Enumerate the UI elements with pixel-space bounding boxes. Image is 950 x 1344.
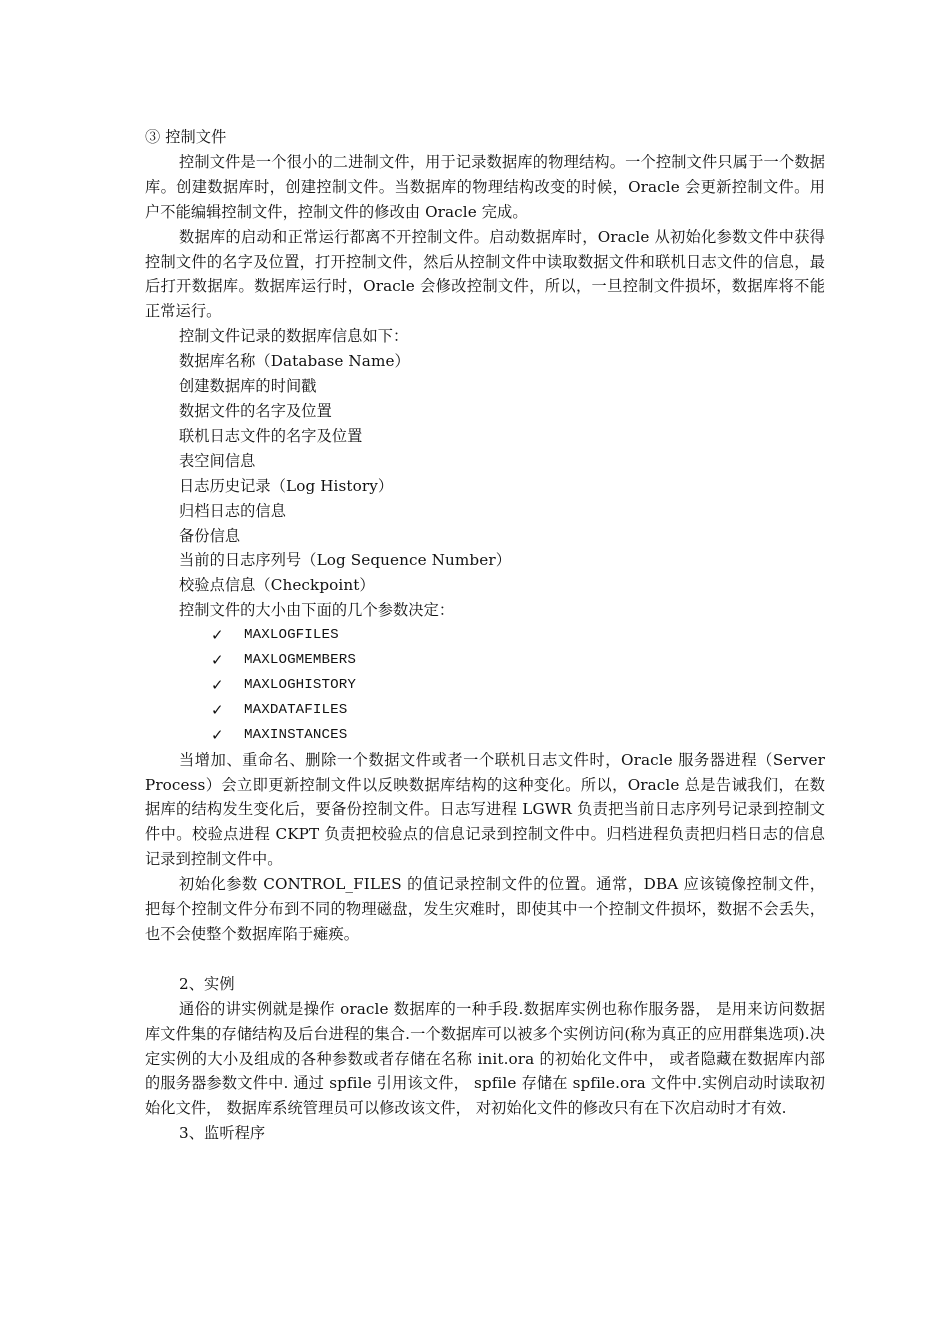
parameter-checklist — [145, 623, 825, 748]
info-item: 数据库名称（Database Name） — [179, 352, 410, 371]
document-body — [145, 125, 825, 1146]
checkmark-icon: ✓ — [211, 725, 224, 744]
parameter-name: MAXINSTANCES — [244, 726, 348, 743]
info-intro: 控制文件记录的数据库信息如下： — [179, 327, 409, 346]
info-item: 日志历史记录（Log History） — [179, 476, 394, 495]
control-file-heading: ③ 控制文件 — [145, 128, 227, 146]
params-intro: 控制文件的大小由下面的几个参数决定： — [179, 601, 455, 620]
info-item: 创建数据库的时间戳 — [179, 377, 317, 396]
info-item: 联机日志文件的名字及位置 — [179, 426, 363, 445]
checkmark-icon: ✓ — [211, 700, 224, 719]
info-item: 表空间信息 — [179, 451, 256, 470]
info-item: 数据文件的名字及位置 — [179, 401, 332, 420]
info-item: 备份信息 — [179, 526, 241, 545]
checkmark-icon: ✓ — [211, 626, 224, 645]
control-file-paragraph-1: 控制文件是一个很小的二进制文件，用于记录数据库的物理结构。一个控制文件只属于一个数据库。创建数据库时，创建控制文件。当数据库的物理结构改变的时候，Oracle 会更新控制文件。用户不能编辑控制文件，控制文件的修改由 Oracle 完成。 — [145, 152, 825, 221]
parameter-name: MAXLOGMEMBERS — [244, 652, 356, 669]
control-file-paragraph-2: 数据库的启动和正常运行都离不开控制文件。启动数据库时，Oracle 从初始化参数文件中获得控制文件的名字及位置，打开控制文件，然后从控制文件中读取数据文件和联机日志文件的信息，最后打开数据库。数据库运行时，Oracle 会修改控制文件，所以，一旦控制文件损坏，数据库将不能正常运行。 — [145, 227, 825, 321]
control-file-paragraph-3: 当增加、重命名、删除一个数据文件或者一个联机日志文件时，Oracle 服务器进程（Server Process）会立即更新控制文件以反映数据库结构的这种变化。所以，Oracle 总是告诫我们，在数据库的结构发生变化后，要备份控制文件。日志写进程 LGWR 负责把当前日志序列号记录到控制文件中。校验点进程 CKPT 负责把校验点的信息记录到控制文件中。归档进程负责把归档日志的信息记录到控制文件中。 — [145, 750, 825, 869]
instance-heading: 2、实例 — [179, 974, 235, 993]
parameter-item — [145, 698, 825, 723]
parameter-item — [145, 648, 825, 673]
section-spacer — [145, 947, 825, 972]
control-file-paragraph-4: 初始化参数 CONTROL_FILES 的值记录控制文件的位置。通常，DBA 应该镜像控制文件，把每个控制文件分布到不同的物理磁盘，发生灾难时，即使其中一个控制文件损坏，数据不会丢失，也不会使整个数据库陷于瘫痪。 — [145, 875, 825, 943]
info-item: 当前的日志序列号（Log Sequence Number） — [179, 551, 511, 570]
parameter-name: MAXDATAFILES — [244, 701, 348, 718]
parameter-item — [145, 623, 825, 648]
parameter-name: MAXLOGFILES — [244, 627, 339, 644]
info-item: 归档日志的信息 — [179, 501, 287, 520]
parameter-item — [145, 673, 825, 698]
info-item: 校验点信息（Checkpoint） — [179, 576, 375, 595]
parameter-name: MAXLOGHISTORY — [244, 676, 356, 693]
parameter-item — [145, 723, 825, 748]
instance-paragraph: 通俗的讲实例就是操作 oracle 数据库的一种手段.数据库实例也称作服务器， 是用来访问数据库文件集的存储结构及后台进程的集合.一个数据库可以被多个实例访问(称为真正的应用群集选项).决定实例的大小及组成的各种参数或者存储在名称 init.ora 的初始化文件中， 或者隐藏在数据库内部的服务器参数文件中. 通过 spfile 引用该文件， spfile 存储在 spfile.ora 文件中.实例启动时读取初始化文件， 数据库系统管理员可以修改该文件， 对初始化文件的修改只有在下次启动时才有效. — [145, 999, 825, 1118]
checkmark-icon: ✓ — [211, 651, 224, 670]
listener-heading: 3、监听程序 — [179, 1124, 266, 1143]
checkmark-icon: ✓ — [211, 675, 224, 694]
